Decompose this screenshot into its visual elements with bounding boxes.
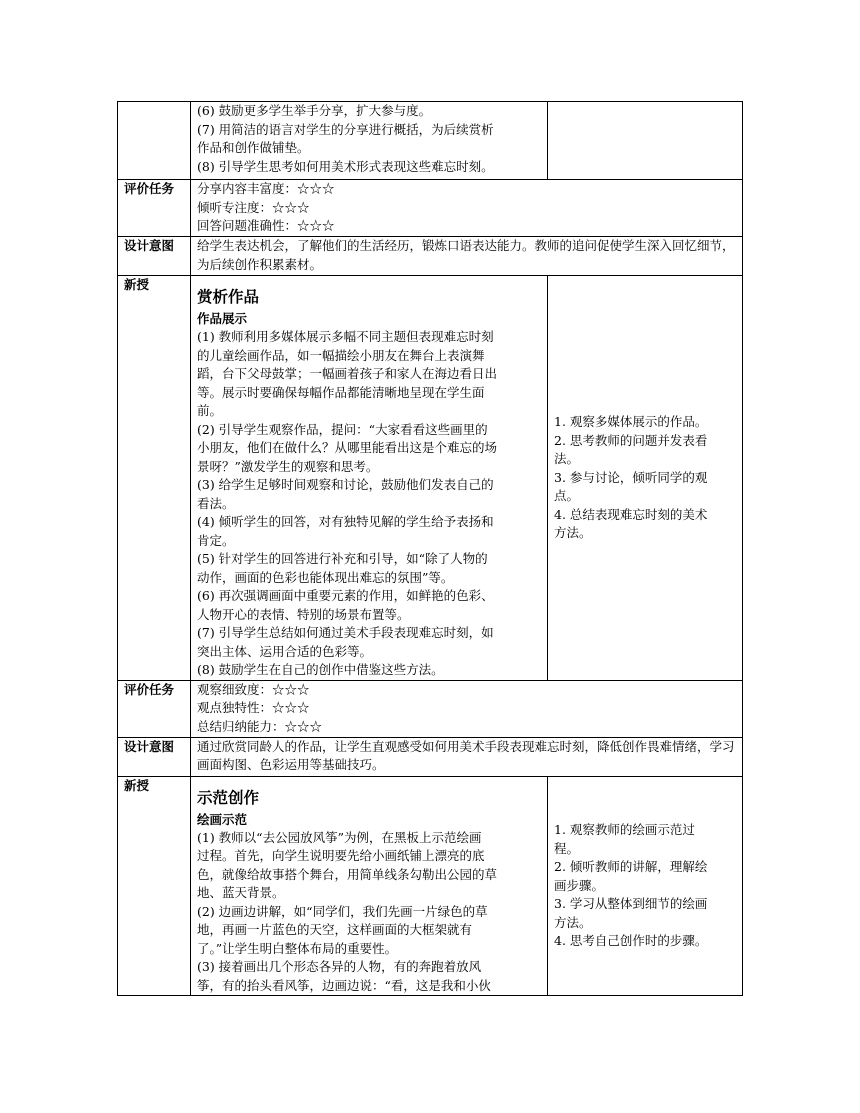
table-row [118, 276, 743, 681]
text-line: (5) 针对学生的回答进行补充和引导，如“除了人物的 [197, 551, 488, 566]
text-line: (3) 给学生足够时间观察和讨论，鼓励他们发表自己的 [197, 477, 494, 492]
text-line: 的儿童绘画作品，如一幅描绘小朋友在舞台上表演舞 [197, 347, 485, 363]
text-line: 前。 [197, 403, 223, 418]
eval-line: 分享内容丰富度：☆☆☆ [197, 181, 335, 196]
teacher-activity-cell [191, 276, 548, 681]
student-item: 法。 [554, 451, 580, 466]
teacher-activity-cell [191, 776, 548, 996]
text-line: 突出主体、运用合适的色彩等。 [197, 643, 373, 659]
text-line: (6) 再次强调画面中重要元素的作用，如鲜艳的色彩、 [197, 588, 494, 603]
teacher-activity-cell [191, 102, 548, 180]
student-item: 点。 [554, 488, 580, 503]
text-line: 动作，画面的色彩也能体现出难忘的氛围”等。 [197, 569, 454, 585]
student-item: 画步骤。 [554, 877, 605, 893]
student-item: 1. 观察多媒体展示的作品。 [554, 414, 708, 429]
text-line: (8) 鼓励学生在自己的创作中借鉴这些方法。 [197, 662, 444, 677]
student-item: 方法。 [554, 525, 592, 540]
text-line: (8) 引导学生思考如何用美术形式表现这些难忘时刻。 [197, 158, 494, 174]
table-row [118, 180, 743, 237]
eval-line: 回答问题准确性：☆☆☆ [197, 218, 335, 233]
student-item: 4. 思考自己创作时的步骤。 [554, 933, 708, 948]
row-label-eval: 评价任务 [118, 680, 191, 737]
student-item: 3. 学习从整体到细节的绘画 [554, 896, 708, 911]
design-intent-text: 给学生表达机会，了解他们的生活经历，锻炼口语表达能力。教师的追问促使学生深入回忆细节，为后续创作积累素材。 [191, 237, 743, 276]
section-title: 示范创作 [197, 788, 260, 807]
student-item: 2. 倾听教师的讲解，理解绘 [554, 859, 708, 874]
text-line: 等。展示时要确保每幅作品都能清晰地呈现在学生面 [197, 384, 485, 400]
eval-line: 倾听专注度：☆☆☆ [197, 199, 310, 215]
sub-title: 作品展示 [197, 311, 248, 326]
text-line: 人物开心的表情、特别的场景布置等。 [197, 606, 410, 622]
text-line: (1) 教师利用多媒体展示多幅不同主题但表现难忘时刻 [197, 329, 494, 344]
eval-line: 总结归纳能力：☆☆☆ [197, 718, 323, 734]
text-line: 色，就像给故事搭个舞台，用简单线条勾勒出公园的草 [197, 866, 498, 882]
student-item: 1. 观察教师的绘画示范过 [554, 822, 695, 837]
text-line: (1) 教师以“去公园放风筝”为例，在黑板上示范绘画 [197, 829, 482, 845]
text-line: 蹈，台下父母鼓掌；一幅画着孩子和家人在海边看日出 [197, 366, 498, 381]
text-line: (7) 引导学生总结如何通过美术手段表现难忘时刻，如 [197, 625, 494, 640]
text-line: 了。”让学生明白整体布局的重要性。 [197, 940, 398, 956]
table-row [118, 776, 743, 996]
table-row [118, 237, 743, 276]
row-label-eval: 评价任务 [118, 180, 191, 237]
design-intent-text: 通过欣赏同龄人的作品，让学生直观感受如何用美术手段表现难忘时刻，降低创作畏难情绪，学习画面构图、色彩运用等基础技巧。 [191, 737, 743, 776]
row-label-new: 新授 [118, 776, 191, 996]
text-line: (3) 接着画出几个形态各异的人物，有的奔跑着放风 [197, 959, 482, 974]
text-line: (7) 用简洁的语言对学生的分享进行概括，为后续赏析 [197, 121, 494, 137]
text-line: (4) 倾听学生的回答，对有独特见解的学生给予表扬和 [197, 514, 494, 529]
row-label-new: 新授 [118, 276, 191, 681]
student-activity-cell [548, 776, 743, 996]
row-label-design: 设计意图 [118, 737, 191, 776]
text-line: 肯定。 [197, 532, 235, 548]
student-activity-cell [548, 102, 743, 180]
text-line: 景呀？”激发学生的观察和思考。 [197, 458, 379, 474]
text-line: (6) 鼓励更多学生举手分享，扩大参与度。 [197, 103, 432, 118]
row-label-design: 设计意图 [118, 237, 191, 276]
student-item: 4. 总结表现难忘时刻的美术 [554, 506, 708, 522]
text-line: (2) 边画边讲解，如“同学们，我们先画一片绿色的草 [197, 903, 488, 919]
student-item: 程。 [554, 840, 580, 856]
student-activity-cell [548, 276, 743, 681]
text-line: 地，再画一片蓝色的天空，这样画面的大框架就有 [197, 922, 473, 937]
eval-line: 观点独特性：☆☆☆ [197, 700, 310, 715]
eval-content-cell [191, 680, 743, 737]
text-line: 过程。首先，向学生说明要先给小画纸铺上漂亮的底 [197, 848, 485, 863]
text-line: 筝，有的抬头看风筝，边画边说：“看，这是我和小伙 [197, 977, 491, 993]
eval-line: 观察细致度：☆☆☆ [197, 681, 310, 697]
student-item: 方法。 [554, 914, 592, 930]
section-title: 赏析作品 [197, 288, 260, 306]
text-line: 小朋友，他们在做什么？从哪里能看出这是个难忘的场 [197, 440, 498, 455]
table-row [118, 737, 743, 776]
empty-label-cell [118, 102, 191, 180]
text-line: (2) 引导学生观察作品，提问：“大家看看这些画里的 [197, 421, 488, 437]
table-row [118, 102, 743, 180]
sub-title: 绘画示范 [197, 811, 248, 827]
student-item: 2. 思考教师的问题并发表看 [554, 432, 708, 448]
table-row [118, 680, 743, 737]
text-line: 作品和创作做铺垫。 [197, 140, 310, 155]
eval-content-cell [191, 180, 743, 237]
text-line: 看法。 [197, 495, 235, 511]
student-item: 3. 参与讨论，倾听同学的观 [554, 469, 708, 485]
text-line: 地、蓝天背景。 [197, 885, 285, 900]
lesson-plan-table [117, 101, 743, 996]
